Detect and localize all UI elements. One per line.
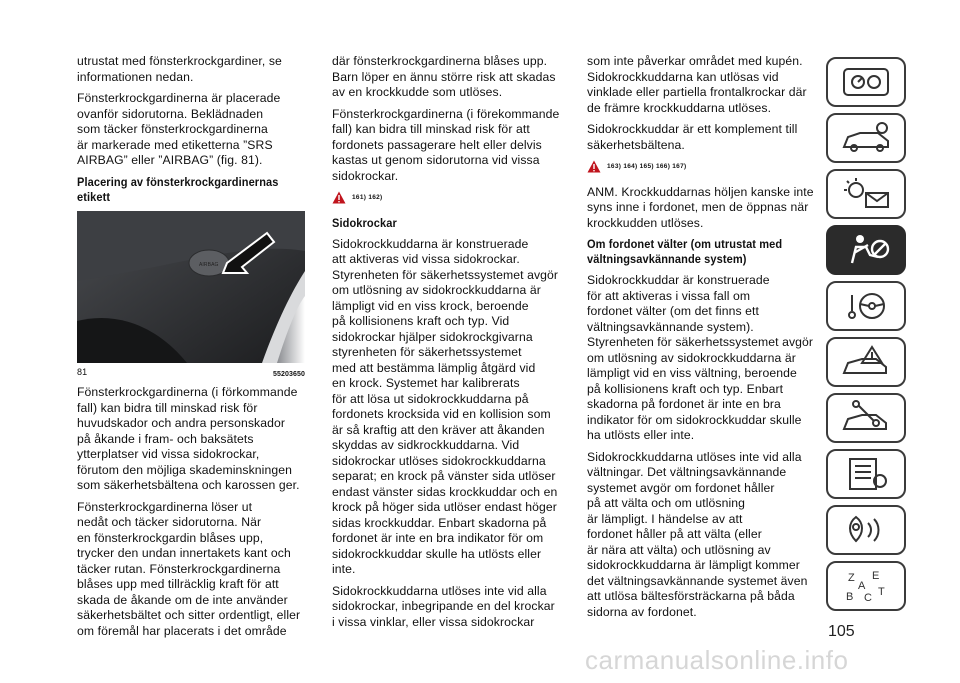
dashboard-icon	[838, 63, 894, 101]
tab-car-info[interactable]	[826, 113, 906, 163]
tab-dashboard[interactable]	[826, 57, 906, 107]
tab-multimedia[interactable]	[826, 505, 906, 555]
paragraph: Fönsterkrockgardinerna är placerade ovanför sidorutorna. Beklädnaden som täcker fönsterkrockgardinerna är markerade med etiketterna ”SRS AIRBAG” eller ”AIRBAG” (fig. 81).	[77, 91, 281, 167]
warning-refs[interactable]: 163) 164) 165) 166) 167)	[607, 163, 687, 170]
airbag-label-illustration	[77, 211, 305, 363]
paragraph: ANM. Krockkuddarnas höljen kanske inte syns inne i fordonet, men de öppnas när krockkudden utlöses.	[587, 184, 814, 230]
service-icon	[838, 399, 894, 437]
svg-text:AIRBAG: AIRBAG	[199, 261, 219, 268]
section-heading: Om fordonet välter (om utrustat med vältningsavkännande system)	[587, 237, 783, 266]
svg-text:T: T	[878, 586, 885, 598]
svg-text:A: A	[858, 580, 866, 592]
paragraph: Sidokrockkuddarna är konstruerade att aktiveras vid vissa sidokrockar. Styrenheten för säkerhetssystemet avgör om utlösning av sidokrockkuddarna är lämpligt vid en viss krock, beroende på kollisionens kraft och typ. Vid sidokrockar hjälper sidokrockgivarna styrenheten för säkerhetssystemet med att bestämma lämplig åtgärd vid en krock. Systemet har kalibrerats för att lösa ut sidokrockkuddarna på fordonets krocksida vid en kollision som är så kraftig att den kräver att åkanden skyddas av sidkrockkuddarna. Vid sidokrockar utlöses sidokrockkuddarna separat; en krock på vänster sida utlöser endast vänster sidas krockkuddar och en krock på höger sida utlöser endast höger sidas krockkuddar. Enbart skadorna på fordonet är inte en bra indikator för om sidokrockkuddar skulle ha utlösts eller inte.	[332, 236, 559, 576]
multimedia-icon	[838, 511, 894, 549]
svg-text:Z: Z	[848, 572, 855, 584]
tab-lights-warning[interactable]	[826, 169, 906, 219]
paragraph: Fönsterkrockgardinerna (i förkommande fall) kan bidra till minskad risk för huvudskador och andra personskador på åkande i fram- och baksätets ytterplatser vid vissa sidokrockar, förutom den möjliga skademinskningen som säkerhetsbältena och karossen ger.	[77, 385, 300, 492]
tab-index[interactable]	[826, 561, 906, 611]
warning-reference	[332, 190, 560, 206]
figure-caption	[77, 365, 305, 383]
tab-safety[interactable]	[826, 225, 906, 275]
section-heading: Sidokrockar	[332, 215, 397, 230]
page-number: 105	[828, 623, 855, 640]
chapter-nav	[826, 57, 906, 617]
figure-number: 81	[77, 366, 88, 377]
paragraph: Sidokrockkuddarna utlöses inte vid alla vältningar. Det vältningsavkännande systemet avgör om fordonet håller på att välta och om utlösning är lämpligt. I händelse av att fordonet håller på att välta (eller är nära att välta) och utlösning av sidokrockkuddarna är lämpligt kommer det vältningsavkännande systemet även att utlösa bältesförsträckarna på båda sidorna av fordonet.	[587, 449, 808, 619]
svg-text:E: E	[872, 570, 880, 582]
column-3	[587, 54, 815, 626]
airbag-label-photo	[77, 211, 305, 363]
tab-maintenance[interactable]	[826, 393, 906, 443]
airbag-safety-icon	[838, 231, 894, 269]
tab-technical-data[interactable]	[826, 449, 906, 499]
paragraph: Fönsterkrockgardinerna (i förekommande fall) kan bidra till minskad risk för att fordonets passagerare helt eller delvis kastas ut genom sidorutorna vid vissa sidokrockar.	[332, 106, 560, 183]
paragraph: Fönsterkrockgardinerna löser ut nedåt och täcker sidorutorna. När en fönsterkrockgardin blåses upp, trycker den undan innertakets kant och täcker rutan. Fönsterkrockgardinerna blåses upp med tillräcklig kraft för att skada de åkande om de inte använder säkerhetsbältet och sitter ordentligt, eller om föremål har placerats i det område	[77, 499, 301, 638]
paragraph: Sidokrockkuddar är ett komplement till säkerhetsbältena.	[587, 122, 798, 152]
technical-data-icon	[838, 455, 894, 493]
tab-starting-driving[interactable]	[826, 281, 906, 331]
svg-text:B: B	[846, 591, 854, 603]
paragraph: där fönsterkrockgardinerna blåses upp. Barn löper en ännu större risk att skadas av en krockkudde som utlöses.	[332, 54, 556, 99]
breakdown-icon	[838, 343, 894, 381]
car-info-icon	[838, 119, 894, 157]
tab-emergency[interactable]	[826, 337, 906, 387]
paragraph: som inte påverkar området med kupén. Sidokrockkuddarna kan utlösas vid vinklade eller partiella frontalkrockar där de främre krockkuddarna utlöses.	[587, 54, 807, 115]
watermark: carmanualsonline.info	[585, 645, 849, 675]
section-heading: Placering av fönsterkrockgardinernas etikett	[77, 174, 279, 204]
figure-code: 55203650	[273, 370, 305, 378]
paragraph: Sidokrockkuddar är konstruerade för att aktiveras i vissa fall om fordonet välter (om det finns ett vältningsavkännande system). Styrenheten för säkerhetssystemet avgör om utlösning av sidokrockkuddarna är lämpligt vid en viss vältning, beroende på kollisionens kraft och typ. Enbart skadorna på fordonet är inte en bra indikator för om sidokrockkuddar skulle ha utlösts eller inte.	[587, 273, 814, 442]
warning-refs[interactable]: 161) 162)	[352, 194, 383, 201]
warning-triangle-icon	[332, 191, 346, 204]
paragraph: utrustat med fönsterkrockgardiner, se informationen nedan.	[77, 54, 282, 84]
lights-warning-icon	[838, 175, 894, 213]
column-1	[77, 54, 305, 645]
steering-wheel-icon	[838, 287, 894, 325]
svg-text:C: C	[864, 592, 872, 604]
paragraph: Sidokrockkuddarna utlöses inte vid alla sidokrockar, inbegripande en del krockar i vissa vinklar, eller vissa sidokrockar	[332, 583, 555, 629]
warning-triangle-icon	[587, 160, 601, 173]
index-icon	[838, 567, 894, 605]
column-2	[332, 54, 560, 636]
warning-reference	[587, 159, 815, 175]
